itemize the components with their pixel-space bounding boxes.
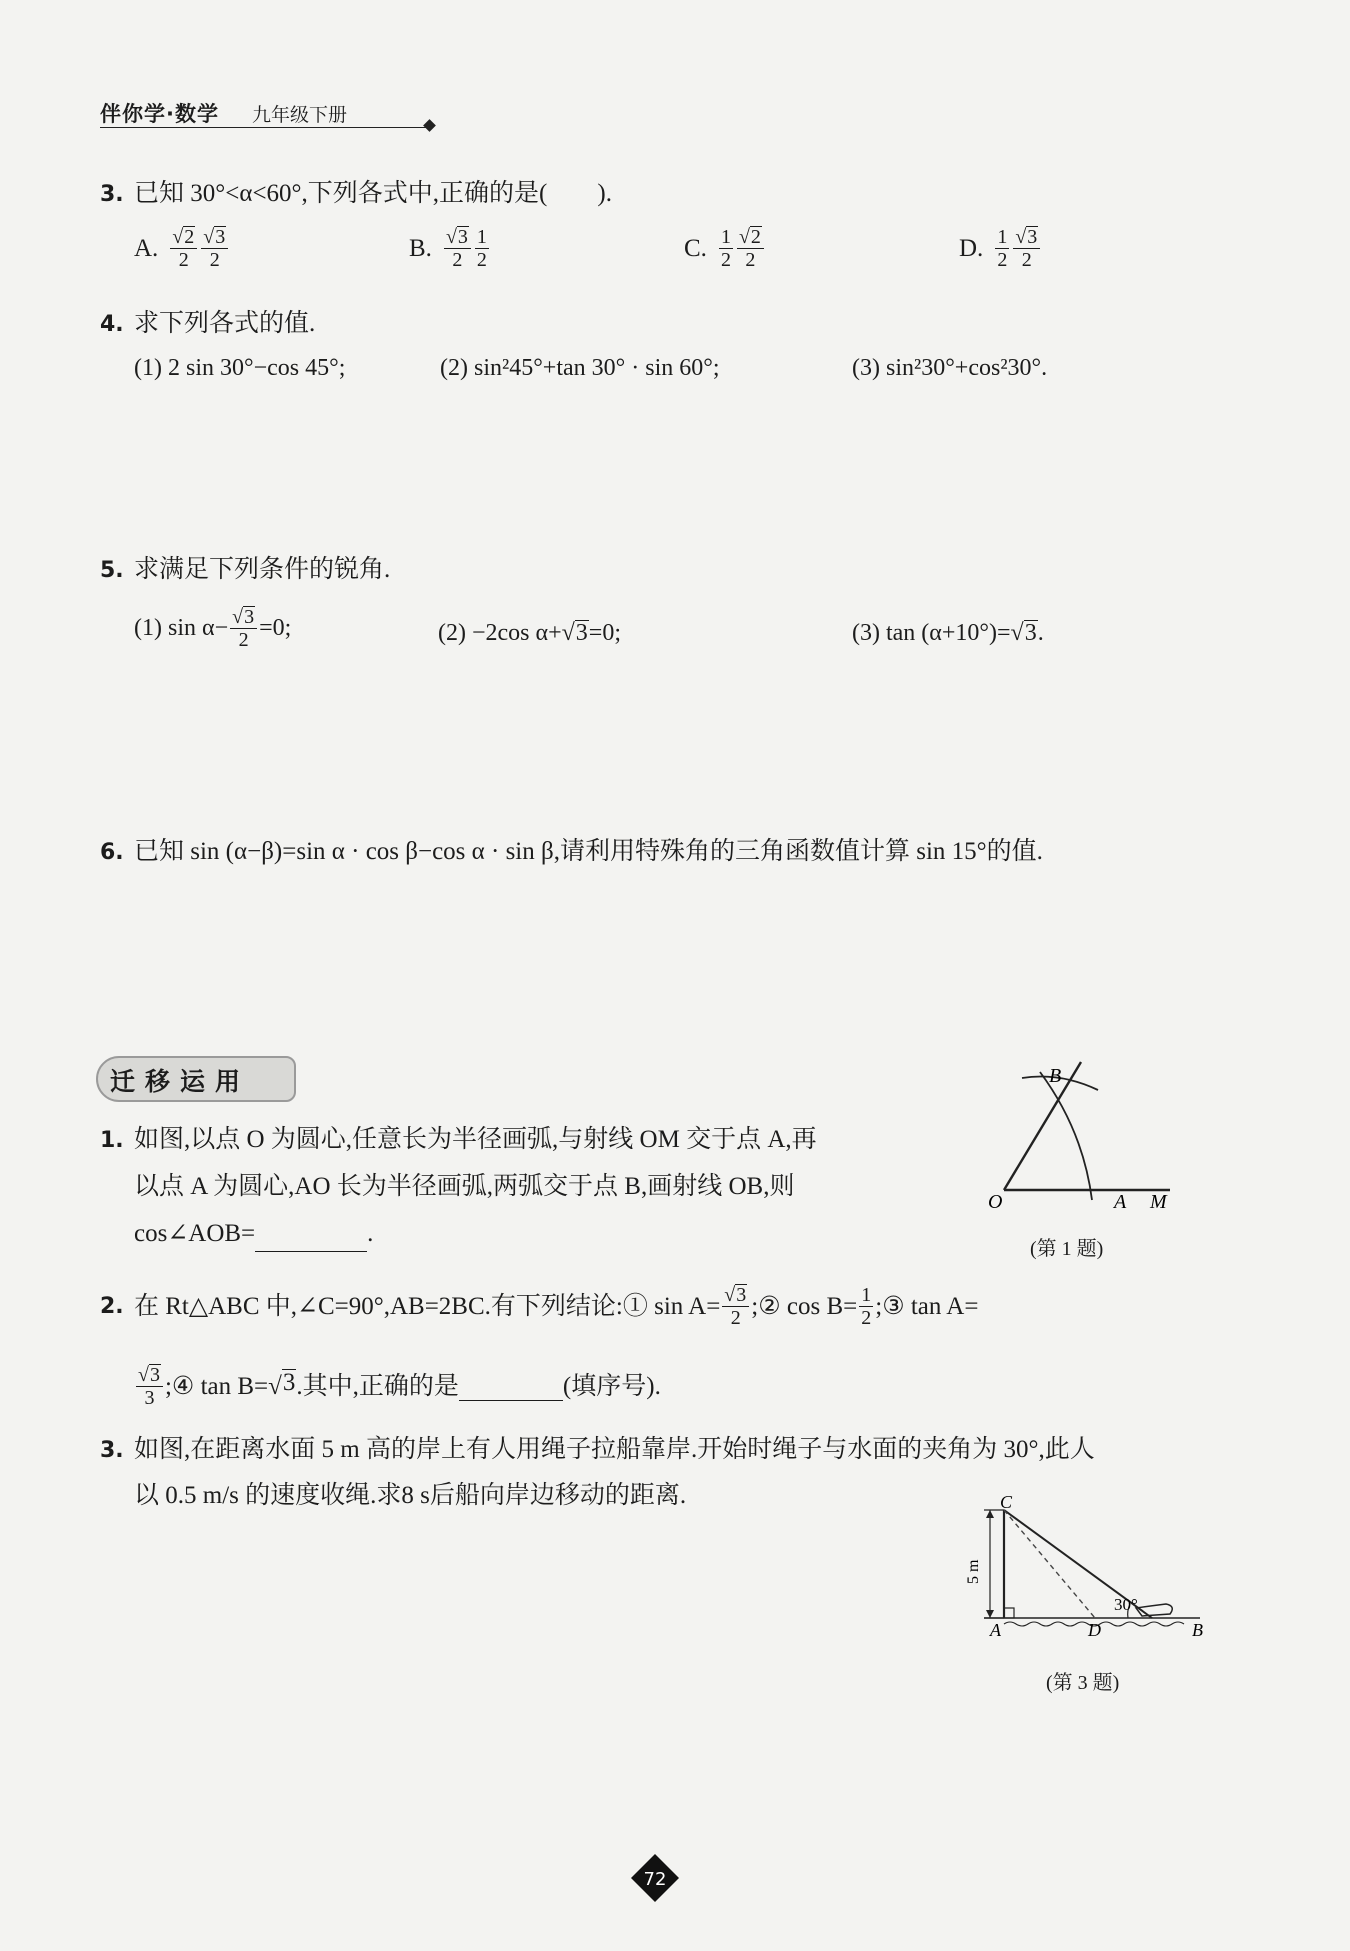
t1-line-2: 以点 A 为圆心,AO 长为半径画弧,两弧交于点 B,画射线 OB,则 — [134, 1173, 795, 1200]
question-number: 5. — [100, 558, 124, 583]
rope-cd — [1004, 1510, 1095, 1618]
arc-a — [1040, 1072, 1092, 1200]
answer-blank[interactable] — [255, 1251, 367, 1252]
label-m: M — [1150, 1191, 1167, 1213]
question-number: 2. — [100, 1293, 124, 1319]
q4-part-3: (3) sin²30°+cos²30°. — [852, 355, 1048, 381]
question-text: 求下列各式的值. — [134, 310, 316, 337]
question-5 — [100, 552, 390, 589]
answer-blank[interactable] — [459, 1372, 563, 1401]
figure-3 — [965, 1492, 1220, 1646]
q5-part-2: (2) −2cos α+ √ 3 =0; — [438, 620, 621, 646]
question-number: 6. — [100, 840, 124, 865]
question-text: 已知 30°<α<60°,下列各式中,正确的是( ). — [134, 180, 612, 207]
figure-1-caption: (第 1 题) — [1030, 1238, 1104, 1260]
header-diamond-icon — [423, 119, 436, 132]
label-c: C — [1000, 1492, 1013, 1512]
q4-part-2: (2) sin²45°+tan 30° · sin 60°; — [440, 355, 720, 381]
t3-line-2: 以 0.5 m/s 的速度收绳.求8 s后船向岸边移动的距离. — [134, 1482, 687, 1509]
question-4 — [100, 306, 315, 343]
question-3 — [100, 176, 612, 213]
question-number: 3. — [100, 1438, 124, 1463]
t2-line-2: √ 3 3 ;④ tan B= √ 3 .其中,正确的是 (填序号). — [138, 1364, 661, 1409]
header-rule — [100, 127, 430, 128]
question-number: 1. — [100, 1128, 124, 1153]
section-title: 迁移运用 — [110, 1067, 251, 1096]
figure-3-caption: (第 3 题) — [1046, 1672, 1120, 1694]
q5-part-3: (3) tan (α+10°)= √ 3 . — [852, 620, 1044, 646]
question-text: 已知 sin (α−β)=sin α · cos β−cos α · sin β,请利用特殊角的三角函数值计算 sin 15°的值. — [134, 838, 1043, 865]
ray-ob — [1004, 1062, 1081, 1190]
question-text: 求满足下列条件的锐角. — [134, 556, 391, 583]
grade-label: 九年级下册 — [252, 104, 348, 126]
q3-option-b: B. √ 3 2 $\frac{1}{2}$ — [409, 226, 487, 271]
q3-option-d: D. $\frac{1}{2}$ √ 3 2 — [959, 226, 1234, 271]
transfer-question-1: 1. 如图,以点 O 为圆心,任意长为半径画弧,与射线 OM 交于点 A,再 — [100, 1122, 817, 1159]
transfer-question-2: 2. 在 Rt△ABC 中,∠C=90°,AB=2BC.有下列结论:① sin A= √ 3 2 ;② cos B= $\frac{1}{2}$ ;③ tan A= — [100, 1284, 979, 1329]
label-a: A — [1114, 1191, 1127, 1213]
q5-part-1: (1) sin α− √ 3 2 =0; — [134, 606, 292, 651]
label-b: B — [1192, 1620, 1203, 1640]
page-number-badge — [630, 1853, 680, 1903]
figure-1 — [980, 1050, 1190, 1220]
question-6 — [100, 834, 1043, 871]
label-d: D — [1088, 1620, 1101, 1640]
question-number: 4. — [100, 312, 124, 337]
q3-option-a: A. √ 2 2 √ 3 2 — [134, 226, 409, 271]
label-height: 5 m — [965, 1559, 982, 1584]
q3-option-c: C. $\frac{1}{2}$ √ 2 2 — [684, 226, 959, 271]
right-angle-mark — [1004, 1608, 1014, 1618]
label-a: A — [990, 1620, 1001, 1640]
q3-options — [134, 226, 1234, 296]
label-angle: 30° — [1114, 1595, 1138, 1614]
question-number: 3. — [100, 182, 124, 207]
t1-line-3: cos∠AOB= . — [134, 1216, 373, 1252]
transfer-question-3: 3. 如图,在距离水面 5 m 高的岸上有人用绳子拉船靠岸.开始时绳子与水面的夹角为 30°,此人 — [100, 1432, 1095, 1469]
q4-part-1: (1) 2 sin 30°−cos 45°; — [134, 355, 346, 381]
label-b: B — [1049, 1065, 1062, 1087]
label-o: O — [988, 1191, 1003, 1213]
page-number: 72 — [643, 1869, 667, 1890]
book-title: 伴你学·数学 — [100, 102, 219, 126]
